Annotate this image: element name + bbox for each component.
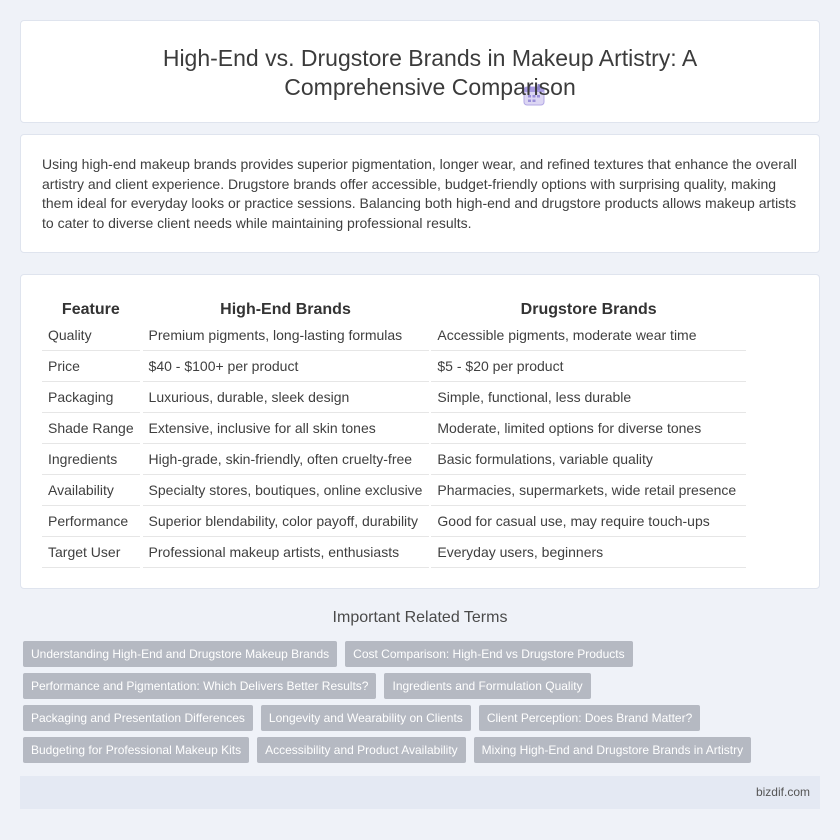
high-end-cell: Extensive, inclusive for all skin tones bbox=[143, 413, 429, 444]
related-term-tag[interactable]: Client Perception: Does Brand Matter? bbox=[479, 705, 700, 731]
drugstore-cell: Everyday users, beginners bbox=[431, 537, 746, 568]
tag-row bbox=[23, 673, 783, 699]
feature-cell: Quality bbox=[42, 320, 140, 351]
related-term-tag[interactable]: Longevity and Wearability on Clients bbox=[261, 705, 471, 731]
high-end-cell: Premium pigments, long-lasting formulas bbox=[143, 320, 429, 351]
intro-text: Using high-end makeup brands provides superior pigmentation, longer wear, and refined textures that enhance the overall artistry and client experience. Drugstore brands offer accessible, budget-friendly options with surprising quality, making them ideal for everyday looks or practice sessions. Balancing both high-end and drugstore products allows makeup artists to cater to diverse client needs while maintaining professional results. bbox=[42, 156, 797, 231]
high-end-cell: Professional makeup artists, enthusiasts bbox=[143, 537, 429, 568]
related-term-tag[interactable]: Cost Comparison: High-End vs Drugstore Products bbox=[345, 641, 632, 667]
feature-cell: Shade Range bbox=[42, 413, 140, 444]
drugstore-cell: Basic formulations, variable quality bbox=[431, 444, 746, 475]
feature-cell: Packaging bbox=[42, 382, 140, 413]
related-term-tag[interactable]: Packaging and Presentation Differences bbox=[23, 705, 253, 731]
drugstore-cell: Accessible pigments, moderate wear time bbox=[431, 320, 746, 351]
related-term-tag[interactable]: Understanding High-End and Drugstore Makeup Brands bbox=[23, 641, 337, 667]
high-end-cell: Superior blendability, color payoff, durability bbox=[143, 506, 429, 537]
tag-row bbox=[23, 737, 783, 763]
high-end-cell: Luxurious, durable, sleek design bbox=[143, 382, 429, 413]
table-row bbox=[42, 444, 746, 475]
table-row bbox=[42, 475, 746, 506]
feature-cell: Target User bbox=[42, 537, 140, 568]
feature-cell: Price bbox=[42, 351, 140, 382]
feature-cell: Ingredients bbox=[42, 444, 140, 475]
related-term-tag[interactable]: Performance and Pigmentation: Which Delivers Better Results? bbox=[23, 673, 376, 699]
related-term-tag[interactable]: Budgeting for Professional Makeup Kits bbox=[23, 737, 249, 763]
table-row bbox=[42, 506, 746, 537]
table-row bbox=[42, 413, 746, 444]
high-end-cell: Specialty stores, boutiques, online exclusive bbox=[143, 475, 429, 506]
drugstore-cell: Simple, functional, less durable bbox=[431, 382, 746, 413]
column-header: Drugstore Brands bbox=[520, 301, 657, 318]
comparison-card bbox=[20, 274, 820, 589]
comparison-table bbox=[42, 297, 746, 568]
drugstore-cell: Good for casual use, may require touch-ups bbox=[431, 506, 746, 537]
table-row bbox=[42, 320, 746, 351]
drugstore-cell: Moderate, limited options for diverse tones bbox=[431, 413, 746, 444]
feature-cell: Availability bbox=[42, 475, 140, 506]
footer-brand: bizdif.com bbox=[755, 785, 810, 799]
drugstore-cell: Pharmacies, supermarkets, wide retail presence bbox=[431, 475, 746, 506]
page-title: High-End vs. Drugstore Brands in Makeup Artistry: A Comprehensive Comparison bbox=[162, 45, 698, 100]
feature-cell: Performance bbox=[42, 506, 140, 537]
drugstore-cell: $5 - $20 per product bbox=[431, 351, 746, 382]
table-row bbox=[42, 382, 746, 413]
related-term-tag[interactable]: Mixing High-End and Drugstore Brands in Artistry bbox=[474, 737, 751, 763]
high-end-cell: High-grade, skin-friendly, often cruelty-free bbox=[143, 444, 429, 475]
high-end-cell: $40 - $100+ per product bbox=[143, 351, 429, 382]
tag-row bbox=[23, 705, 783, 731]
related-terms-list bbox=[23, 641, 783, 769]
table-row bbox=[42, 351, 746, 382]
table-row bbox=[42, 537, 746, 568]
related-term-tag[interactable]: Ingredients and Formulation Quality bbox=[384, 673, 590, 699]
related-terms-title: Important Related Terms bbox=[332, 609, 508, 626]
column-header: High-End Brands bbox=[220, 301, 351, 318]
tag-row bbox=[23, 641, 783, 667]
table-header-row bbox=[42, 297, 746, 320]
related-term-tag[interactable]: Accessibility and Product Availability bbox=[257, 737, 466, 763]
column-header: Feature bbox=[61, 301, 120, 318]
footer bbox=[20, 776, 820, 809]
intro-card bbox=[20, 134, 820, 253]
